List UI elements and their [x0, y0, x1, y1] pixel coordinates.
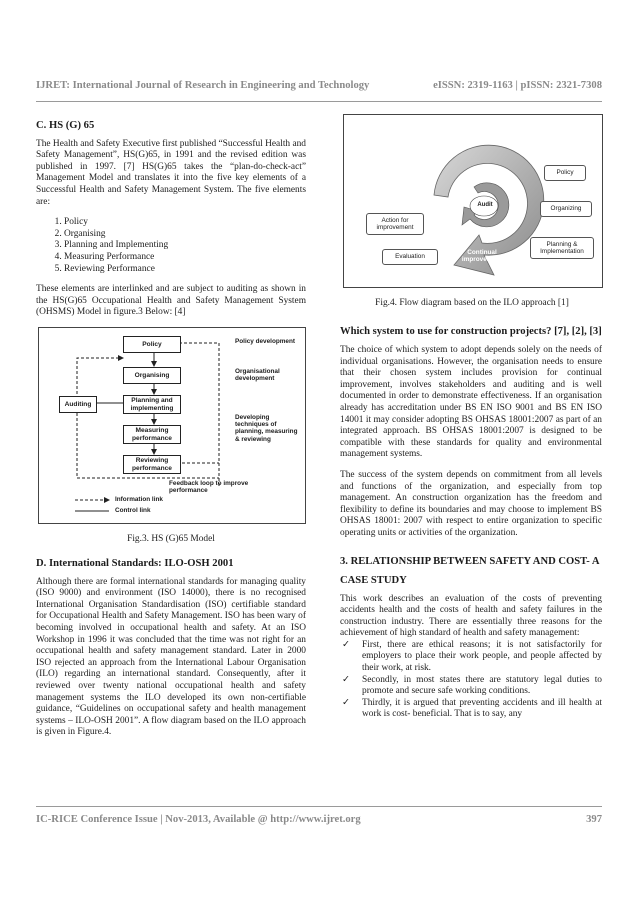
section-3-paragraph: This work describes an evaluation of the costs of preventing accidents health and the costs of health and safety failures in the construction industry. There are essentially three reasons for the achievement of high standard of health and safety management:	[340, 593, 602, 639]
section-c-paragraph: The Health and Safety Executive first published “Successful Health and Safety Management”, HS(G)65, in 1991 and the revised edition was published in 1997. [7] HS(G)65 takes the “plan-do-check-act” Management Model and translates it into the five key elements of a Successful Health and Safety Management System. The five elements are:	[36, 138, 306, 207]
measuring-box: Measuring performance	[123, 425, 181, 444]
list-item: ✓ Secondly, in most states there are statutory legal duties to promote and secure safe working conditions.	[342, 674, 602, 697]
section-d-paragraph: Although there are formal international standards for managing quality (ISO 9000) and environment (ISO 14000), there is no recognised International Organisation Standardisation (ISO) certifiable standard for Occupational Health and Safety Management. ISO has been wary of becoming involved in occupational health and safety. At an ISO Workshop in 1996 it was concluded that the time was not right for an occupational health and safety management standard. Later in 2000 ISO rejected an approach from the International Labour Organisation (ILO) regarding an international standard. Consequently, after it reviewed over twenty national occupational health and safety management systems the ILO developed its own non-certifiable guidance, “Guidelines on occupational safety and health management systems – ILO-OSH 2001”. A flow diagram based on the ILO approach is given in Figure.4.	[36, 576, 306, 738]
policy-box: Policy	[123, 336, 181, 353]
issn: eISSN: 2319-1163 | pISSN: 2321-7308	[433, 80, 602, 91]
fig4-policy-box: Policy	[544, 165, 586, 181]
list-item: 5. Reviewing Performance	[64, 264, 306, 276]
list-item: 3. Planning and Implementing	[64, 240, 306, 252]
figure-4-caption: Fig.4. Flow diagram based on the ILO approach [1]	[375, 298, 569, 308]
list-item: ✓ First, there are ethical reasons; it is not satisfactorily for employers to place their work people, and people affected by their work, at risk.	[342, 639, 602, 674]
org-development-label: Organisational development	[235, 368, 280, 383]
information-link-label: Information link	[115, 496, 163, 503]
figure-3-caption: Fig.3. HS (G)65 Model	[127, 534, 215, 544]
section-3-heading: 3. RELATIONSHIP BETWEEN SAFETY AND COST- A CASE STUDY	[340, 555, 599, 586]
fig4-action-box: Action for improvement	[366, 213, 424, 235]
fig4-audit-label: Audit	[477, 202, 493, 208]
list-item: ✓ Thirdly, it is argued that preventing accidents and ill health at work is cost- beneficial. That is to say, any	[342, 697, 602, 720]
journal-title: IJRET: International Journal of Research in Engineering and Technology	[36, 80, 370, 91]
organising-box: Organising	[123, 367, 181, 384]
which-system-paragraph-2: The success of the system depends on commitment from all levels and functions of the organization, and especially from top management. An construction organization has the freedom and flexibility to define its boundaries and may choose to implement BS OHSAS 18001: 2007 with respect to entire organization to specific operating units or activities of the organization.	[340, 469, 602, 538]
control-link-label: Control link	[115, 507, 151, 514]
list-item: 2. Organising	[64, 229, 306, 241]
reasons-list	[340, 640, 602, 721]
section-d-heading: D. International Standards: ILO-OSH 2001	[36, 558, 234, 569]
page-footer	[36, 814, 602, 825]
policy-development-label: Policy development	[235, 338, 296, 345]
figure-3-hsg65-model	[38, 327, 306, 524]
section-c-heading: C. HS (G) 65	[36, 120, 95, 131]
fig4-evaluation-box: Evaluation	[382, 249, 438, 265]
check-icon: ✓	[342, 674, 350, 685]
which-system-paragraph-1: The choice of which system to adopt depends solely on the needs of individual organisations. However, the organisation needs to ensure that their chosen system includes provision for continual improvement, involves stakeholders and auditing and is well documented in order to demonstrate effectiveness. If an organisation already has accreditation under BS EN ISO 9001 and BS EN ISO 14001 it may consider adopting BS OHSAS 18001:2007 as part of an integrated approach. BS OHSAS 18001:2007 is designed to be compatible with these standards for quality and environmental management systems.	[340, 345, 602, 460]
header-rule	[36, 101, 602, 102]
reviewing-box: Reviewing performance	[123, 455, 181, 474]
planning-box: Planning and implementing	[123, 395, 181, 414]
fig4-organizing-box: Organizing	[540, 201, 592, 217]
footer-rule	[36, 806, 602, 807]
which-system-heading: Which system to use for construction projects? [7], [2], [3]	[340, 326, 602, 337]
fig4-continual-label: Continual improvement	[461, 249, 503, 264]
left-column-top	[36, 120, 306, 328]
right-column	[340, 323, 602, 721]
check-icon: ✓	[342, 697, 350, 708]
elements-list	[36, 217, 306, 275]
section-c-paragraph-2: These elements are interlinked and are subject to auditing as shown in the HS(G)65 Occupational Health and Safety Management System (OHSMS) Model in figure.3 Below: [4]	[36, 284, 306, 318]
check-icon: ✓	[342, 639, 350, 650]
left-column-bottom	[36, 558, 306, 748]
list-item: 4. Measuring Performance	[64, 252, 306, 264]
running-header	[36, 80, 602, 91]
list-item: 1. Policy	[64, 217, 306, 229]
auditing-box: Auditing	[59, 396, 97, 413]
page-number: 397	[586, 814, 602, 825]
fig4-planning-box: Planning & Implementation	[530, 237, 594, 259]
feedback-loop-label: Feedback loop to improve performance	[169, 480, 249, 495]
developing-techniques-label: Developing techniques of planning, measuring & reviewing	[235, 414, 298, 443]
footer-text: IC-RICE Conference Issue | Nov-2013, Available @ http://www.ijret.org	[36, 814, 361, 825]
figure-4-ilo-flow	[343, 114, 603, 288]
